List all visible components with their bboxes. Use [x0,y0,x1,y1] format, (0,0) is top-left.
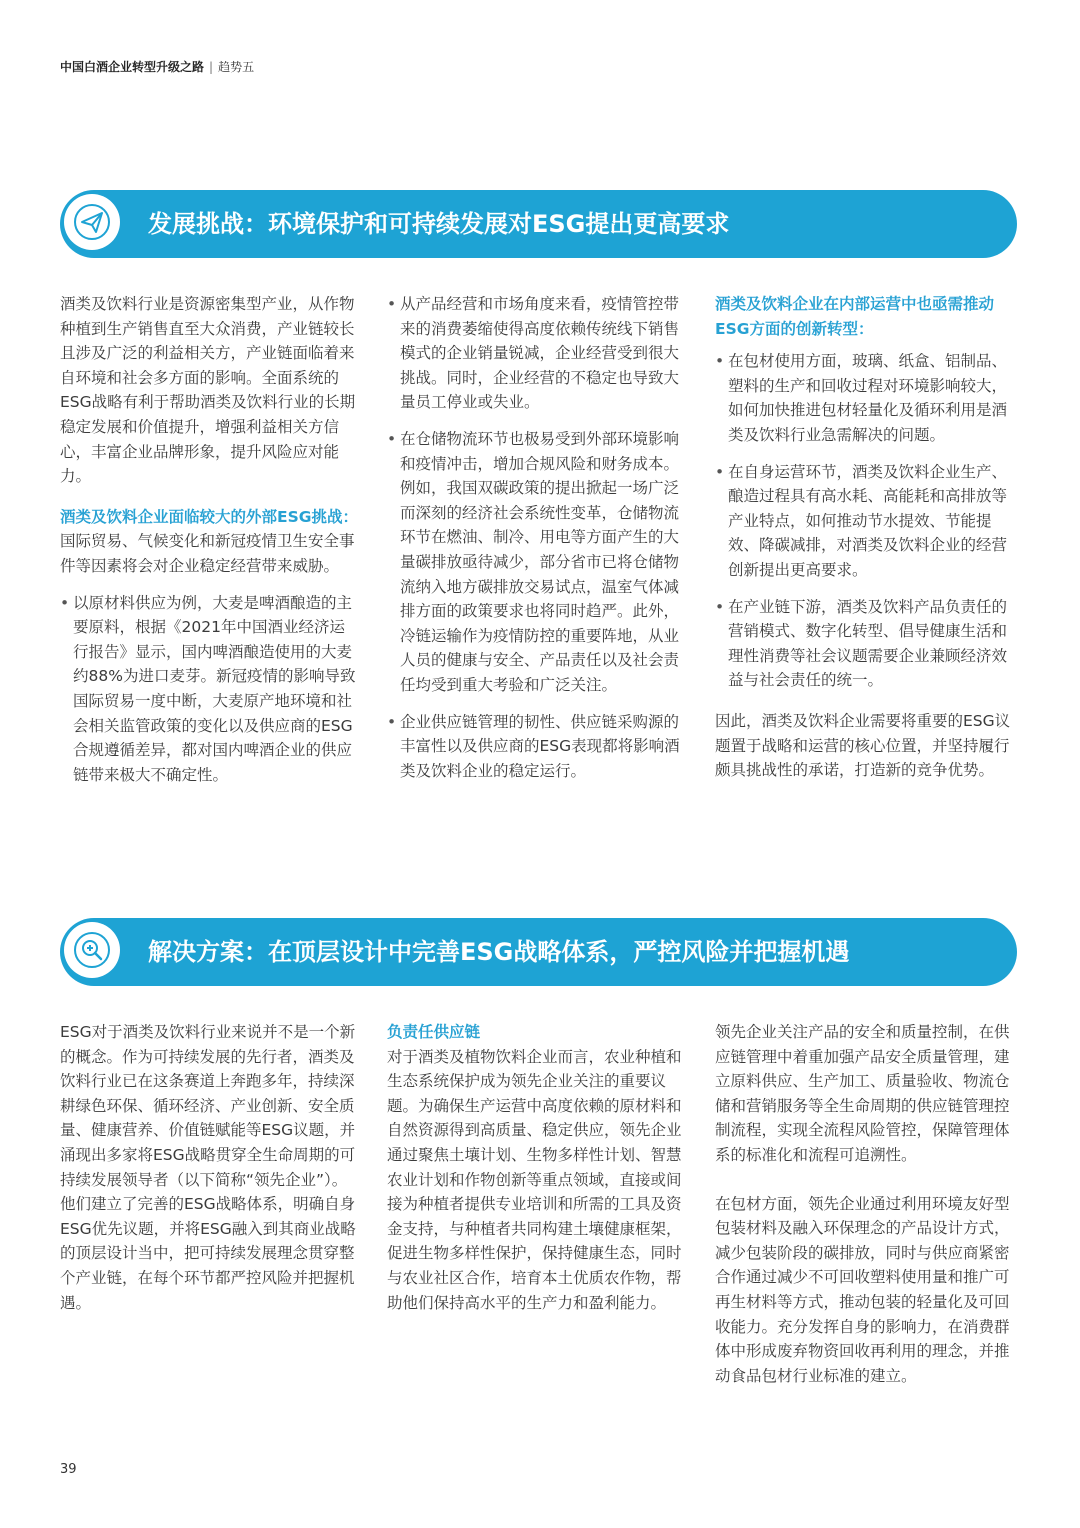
header-separator: | [209,60,214,74]
s1-column-3 [715,292,1015,783]
header-trend: 趋势五 [218,60,255,74]
section-title: 发展挑战：环境保护和可持续发展对ESG提出更高要求 [148,210,730,238]
magnifier-icon [73,931,111,969]
s1-bullet-supply-chain: • 企业供应链管理的韧性、供应链采购源的丰富性以及供应商的ESG表现都将影响酒类及饮料企业的稳定运行。 [387,710,687,784]
s2-supply-chain-subhead: 负责任供应链 [387,1023,481,1041]
s1-internal-subhead: 酒类及饮料企业在内部运营中也亟需推动ESG方面的创新转型： [715,295,995,338]
s1-bullet-operations: • 在自身运营环节，酒类及饮料企业生产、酿造过程具有高水耗、高能耗和高排放等产业特点，如何推动节水提效、节能提效、降碳减排，对酒类及饮料企业的经营创新提出更高要求。 [715,460,1015,583]
s1-bullet-downstream: • 在产业链下游，酒类及饮料产品负责任的营销模式、数字化转型、倡导健康生活和理性消费等社会议题需要企业兼顾经济效益与社会责任的统一。 [715,595,1015,693]
s2-packaging-paragraph: 在包材方面，领先企业通过利用环境友好型包装材料及融入环保理念的产品设计方式，减少包装阶段的碳排放，同时与供应商紧密合作通过减少不可回收塑料使用量和推广可再生材料等方式，推动包装的轻量化及可回收能力。充分发挥自身的影响力，在消费群体中形成废弃物资回收再利用的理念，并推动食品包材行业标准的建立。 [715,1194,1010,1385]
s1-column-1 [60,292,360,787]
running-header [60,58,254,75]
section-banner-solutions [60,918,1017,986]
section-banner-challenges [60,190,1017,258]
s2-supply-chain-paragraph: 对于酒类及植物饮料企业而言，农业种植和生态系统保护成为领先企业关注的重要议题。为确保生产运营中高度依赖的原材料和自然资源得到高质量、稳定供应，领先企业通过聚焦土壤计划、生物多样性计划、智慧农业计划和作物创新等重点领域，直接或间接为种植者提供专业培训和所需的工具及资金支持，与种植者共同构建土壤健康框架，促进生物多样性保护，保持健康生态，同时与农业社区合作，培育本土优质农作物，帮助他们保持高水平的生产力和盈利能力。 [387,1047,682,1312]
banner-icon-circle [64,194,120,250]
s1-conclusion-paragraph: 因此，酒类及饮料企业需要将重要的ESG议题置于战略和运营的核心位置，并坚持履行颇具挑战性的承诺，打造新的竞争优势。 [715,711,1011,780]
s1-external-subhead: 酒类及饮料企业面临较大的外部ESG挑战： [60,507,358,526]
s2-column-1 [60,1020,360,1315]
s2-quality-paragraph: 领先企业关注产品的安全和质量控制，在供应链管理中着重加强产品安全质量管理，建立原料供应、生产加工、质量验收、物流仓储和营销服务等全生命周期的供应链管理控制流程，实现全流程风险管控，保障管理体系的标准化和流程可追溯性。 [715,1023,1010,1164]
s2-column-3 [715,1020,1015,1388]
banner-icon-circle [64,922,120,978]
s1-intro-paragraph: 酒类及饮料行业是资源密集型产业，从作物种植到生产销售直至大众消费，产业链较长且涉及广泛的利益相关方，产业链面临着来自环境和社会多方面的影响。全面系统的ESG战略有利于帮助酒类及饮料行业的长期稳定发展和价值提升，增强利益相关方信心，丰富企业品牌形象，提升风险应对能力。 [60,295,356,486]
s1-bullet-market: • 从产品经营和市场角度来看，疫情管控带来的消费萎缩使得高度依赖传统线下销售模式的企业销量锐减，企业经营受到很大挑战。同时，企业经营的不稳定也导致大量员工停业或失业。 [387,292,687,415]
s2-intro-paragraph: ESG对于酒类及饮料行业来说并不是一个新的概念。作为可持续发展的先行者，酒类及饮料行业已在这条赛道上奔跑多年，持续深耕绿色环保、循环经济、产业创新、安全质量、健康营养、价值链赋能等ESG议题，并涌现出多家将ESG战略贯穿全生命周期的可持续发展领导者（以下简称“领先企业”）。他们建立了完善的ESG战略体系，明确自身ESG优先议题，并将ESG融入到其商业战略的顶层设计当中，把可持续发展理念贯穿整个产业链，在每个环节都严控风险并把握机遇。 [60,1023,356,1312]
report-title: 中国白酒企业转型升级之路 [60,60,205,74]
paper-plane-icon [73,203,111,241]
s1-bullet-raw-material: • 以原材料供应为例，大麦是啤酒酿造的主要原料，根据《2021年中国酒业经济运行报告》显示，国内啤酒酿造使用的大麦约88%为进口麦芽。新冠疫情的影响导致国际贸易一度中断，大麦原产地环境和社会相关监管政策的变化以及供应商的ESG合规遵循差异，都对国内啤酒企业的供应链带来极大不确定性。 [60,591,360,788]
s1-bullet-packaging: • 在包材使用方面，玻璃、纸盒、铝制品、塑料的生产和回收过程对环境影响较大，如何加快推进包材轻量化及循环利用是酒类及饮料行业急需解决的问题。 [715,349,1015,447]
s1-column-2 [387,292,687,783]
section-title: 解决方案：在顶层设计中完善ESG战略体系，严控风险并把握机遇 [148,938,850,966]
s2-column-2 [387,1020,687,1315]
s1-external-paragraph: 国际贸易、气候变化和新冠疫情卫生安全事件等因素将会对企业稳定经营带来威胁。 [60,532,355,575]
s1-bullet-logistics: • 在仓储物流环节也极易受到外部环境影响和疫情冲击，增加合规风险和财务成本。例如，我国双碳政策的提出掀起一场广泛而深刻的经济社会系统性变革，仓储物流环节在燃油、制冷、用电等方面产生的大量碳排放亟待减少，部分省市已将仓储物流纳入地方碳排放交易试点，温室气体减排方面的政策要求也将同时趋严。此外，冷链运输作为疫情防控的重要阵地，从业人员的健康与安全、产品责任以及社会责任均受到重大考验和广泛关注。 [387,427,687,698]
page-number: 39 [60,1462,77,1477]
